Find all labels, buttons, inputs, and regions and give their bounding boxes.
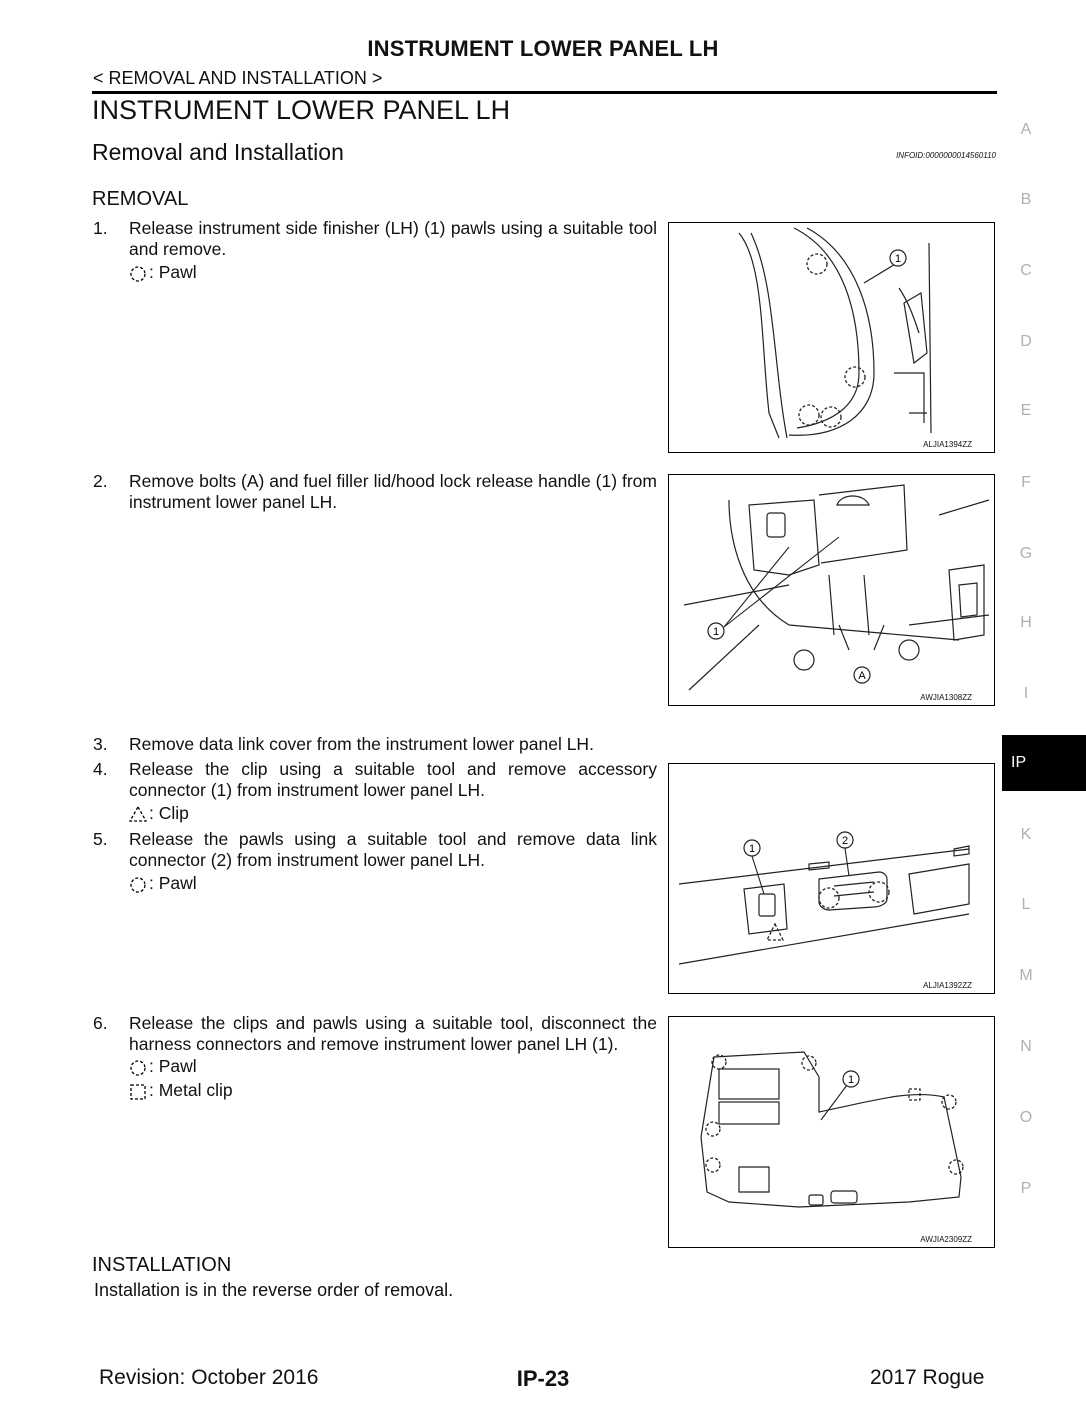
clip-symbol-icon	[129, 805, 147, 823]
section-title: INSTRUMENT LOWER PANEL LH	[92, 95, 511, 125]
data-link-connector-illustration	[669, 764, 993, 992]
step-text: Release instrument side finisher (LH) (1) pawls using a suitable tool and remove.	[129, 218, 657, 259]
step-number: 2.	[93, 471, 108, 491]
lower-panel-illustration	[669, 1017, 993, 1246]
figure-code: AWJIA1308ZZ	[920, 693, 972, 702]
subsection-title: Removal and Installation	[92, 139, 344, 165]
legend-label: : Pawl	[149, 262, 197, 282]
side-index-i[interactable]: I	[1023, 685, 1029, 702]
side-index-d[interactable]: D	[1020, 333, 1032, 350]
ip-tab-label: IP	[1011, 754, 1027, 771]
side-finisher-illustration	[669, 223, 993, 451]
callout-1: 1	[748, 843, 756, 855]
step-number: 4.	[93, 759, 108, 779]
figure-data-link-connector	[668, 763, 995, 994]
legend-pawl	[129, 1056, 197, 1077]
side-index-c[interactable]: C	[1020, 262, 1032, 279]
installation-text: Installation is in the reverse order of removal.	[94, 1280, 454, 1300]
legend-label: : Clip	[149, 803, 189, 823]
removal-step-2	[93, 471, 657, 512]
legend-pawl	[129, 262, 197, 283]
step-text: Release the clips and pawls using a suitable tool, disconnect the harness connectors and remove instrument lower panel LH (1).	[129, 1013, 657, 1054]
side-index-l[interactable]: L	[1021, 896, 1031, 913]
removal-step-1	[93, 218, 657, 259]
side-index-n[interactable]: N	[1020, 1038, 1032, 1055]
legend-clip	[129, 803, 189, 824]
step-text: Release the clip using a suitable tool and remove accessory connector (1) from instrument lower panel LH.	[129, 759, 657, 800]
info-id: INFOID:0000000014560110	[896, 151, 996, 160]
side-index-p[interactable]: P	[1020, 1180, 1032, 1197]
side-index-ip-tab[interactable]	[1002, 735, 1086, 791]
removal-heading: REMOVAL	[92, 188, 189, 210]
removal-step-4	[93, 759, 657, 800]
figure-release-handle	[668, 474, 995, 706]
callout-a: A	[858, 670, 866, 682]
step-text: Release the pawls using a suitable tool and remove data link connector (2) from instrument lower panel LH.	[129, 829, 657, 870]
pawl-symbol-icon	[129, 875, 147, 893]
step-number: 3.	[93, 734, 108, 754]
callout-1: 1	[894, 253, 902, 265]
breadcrumb[interactable]: < REMOVAL AND INSTALLATION >	[93, 68, 383, 88]
legend-label: : Metal clip	[149, 1080, 233, 1100]
step-number: 1.	[93, 218, 108, 238]
callout-1: 1	[712, 626, 720, 638]
callout-1: 1	[847, 1074, 855, 1086]
figure-lower-panel	[668, 1016, 995, 1248]
figure-code: ALJIA1392ZZ	[923, 981, 972, 990]
step-number: 5.	[93, 829, 108, 849]
removal-step-6	[93, 1013, 657, 1054]
side-index-f[interactable]: F	[1021, 474, 1031, 491]
legend-label: : Pawl	[149, 1056, 197, 1076]
legend-label: : Pawl	[149, 873, 197, 893]
removal-step-3	[93, 734, 657, 755]
side-index-o[interactable]: O	[1019, 1109, 1033, 1126]
footer-model: 2017 Rogue	[870, 1366, 985, 1389]
installation-heading: INSTALLATION	[92, 1254, 232, 1276]
step-number: 6.	[93, 1013, 108, 1033]
pawl-symbol-icon	[129, 264, 147, 282]
legend-pawl	[129, 873, 197, 894]
side-index-b[interactable]: B	[1020, 191, 1032, 208]
metal-clip-symbol-icon	[129, 1082, 147, 1100]
footer-revision: Revision: October 2016	[99, 1366, 319, 1389]
pawl-symbol-icon	[129, 1058, 147, 1076]
side-index-k[interactable]: K	[1020, 826, 1032, 843]
header-rule	[92, 91, 997, 94]
removal-step-5	[93, 829, 657, 870]
side-index-m[interactable]: M	[1019, 967, 1033, 984]
side-index-h[interactable]: H	[1020, 614, 1032, 631]
side-index-a[interactable]: A	[1020, 121, 1032, 138]
figure-code: ALJIA1394ZZ	[923, 440, 972, 449]
release-handle-illustration	[669, 475, 993, 704]
step-text: Remove bolts (A) and fuel filler lid/hood lock release handle (1) from instrument lower panel LH.	[129, 471, 657, 512]
side-index-e[interactable]: E	[1020, 402, 1032, 419]
legend-metal-clip	[129, 1080, 233, 1101]
figure-code: AWJIA2309ZZ	[920, 1235, 972, 1244]
step-text: Remove data link cover from the instrument lower panel LH.	[129, 734, 594, 754]
footer-page-number: IP-23	[516, 1366, 570, 1391]
side-index-g[interactable]: G	[1019, 545, 1033, 562]
figure-side-finisher	[668, 222, 995, 453]
callout-2: 2	[841, 835, 849, 847]
page-title: INSTRUMENT LOWER PANEL LH	[367, 36, 719, 61]
